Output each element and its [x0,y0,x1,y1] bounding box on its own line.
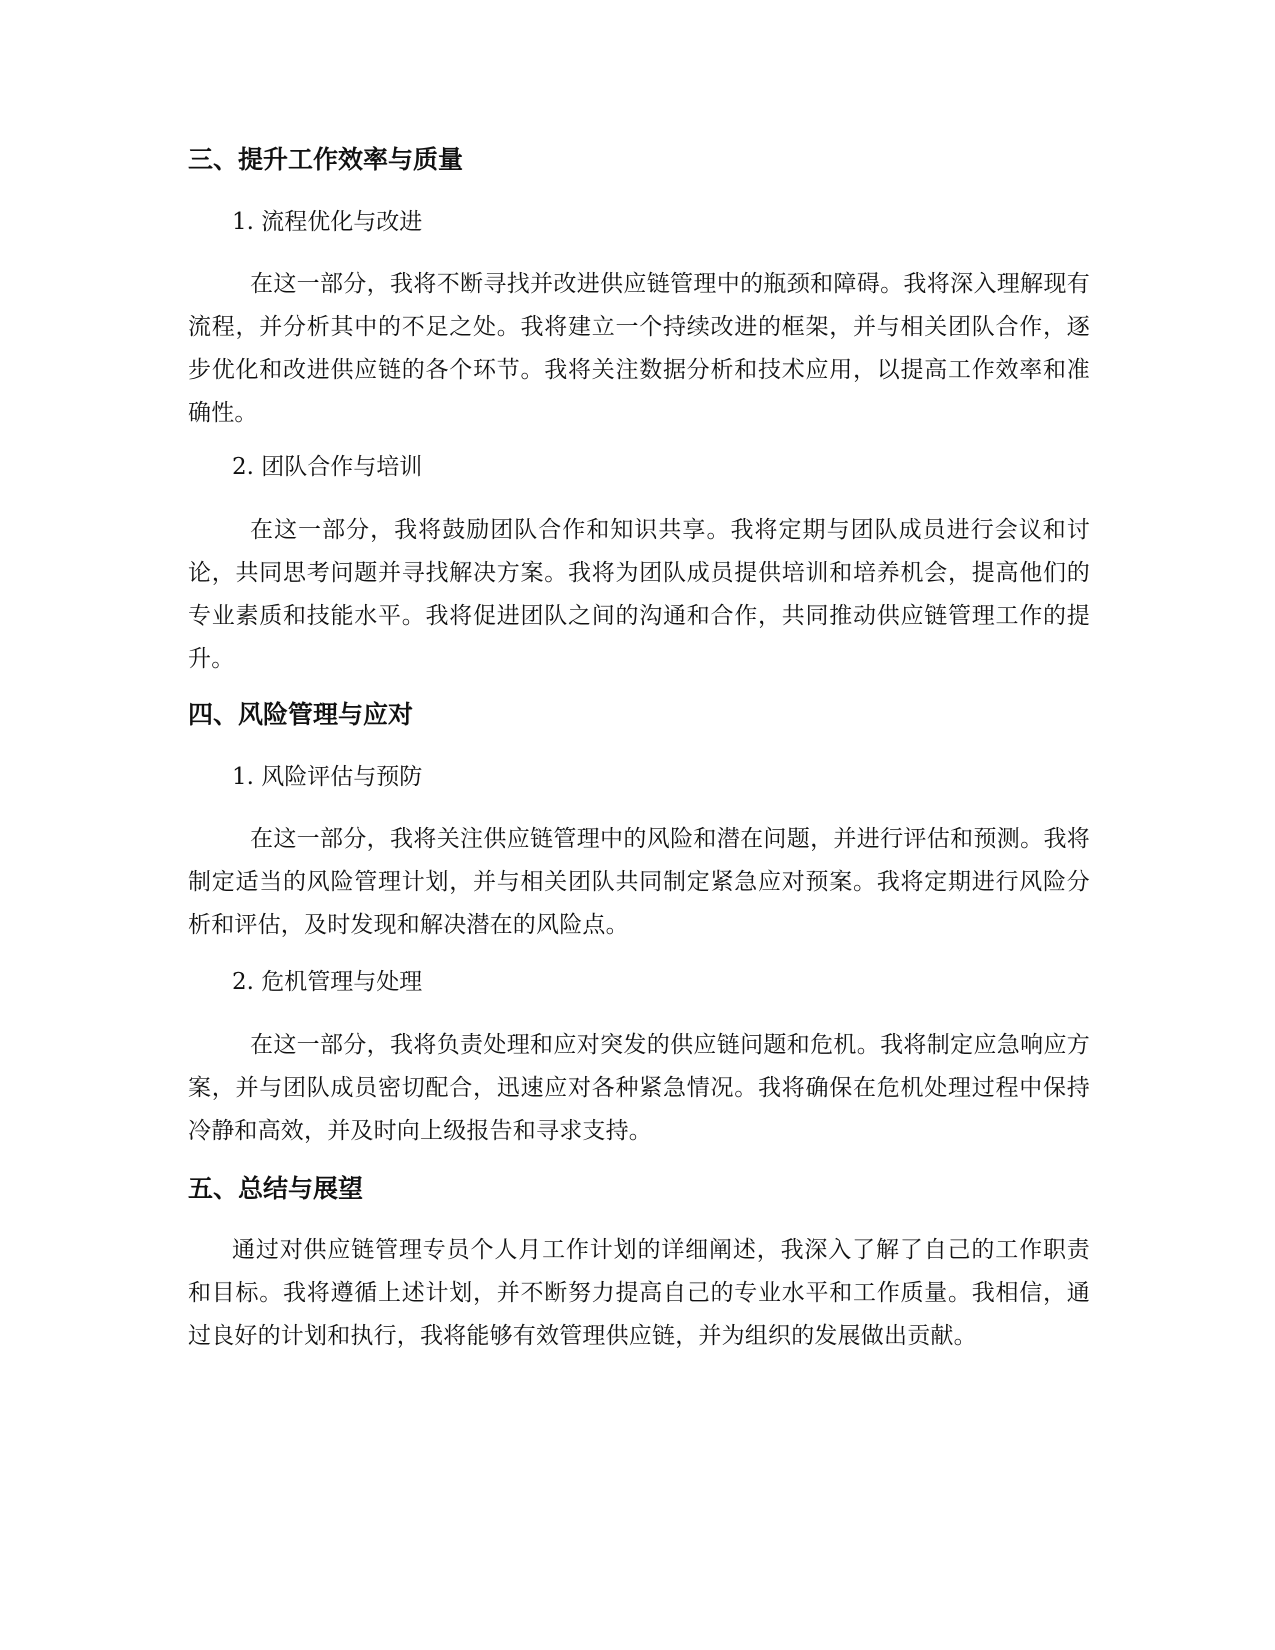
section-4-item-1-paragraph: 在这一部分，我将关注供应链管理中的风险和潜在问题，并进行评估和预测。我将制定适当的风险管理计划，并与相关团队共同制定紧急应对预案。我将定期进行风险分析和评估，及时发现和解决潜在的风险点。 [188,826,1090,938]
section-4-item-1-label: 1. 风险评估与预防 [232,764,423,790]
section-4-item-2-label: 2. 危机管理与处理 [232,969,423,995]
section-4-heading: 四、风险管理与应对 [188,700,414,729]
section-3-heading: 三、提升工作效率与质量 [188,145,464,174]
section-5-heading: 五、总结与展望 [188,1174,364,1203]
section-3-item-1-label: 1. 流程优化与改进 [232,209,423,235]
section-5-paragraph: 通过对供应链管理专员个人月工作计划的详细阐述，我深入了解了自己的工作职责和目标。我将遵循上述计划，并不断努力提高自己的专业水平和工作质量。我相信，通过良好的计划和执行，我将能够有效管理供应链，并为组织的发展做出贡献。 [188,1237,1090,1349]
section-4-item-2-paragraph: 在这一部分，我将负责处理和应对突发的供应链问题和危机。我将制定应急响应方案，并与团队成员密切配合，迅速应对各种紧急情况。我将确保在危机处理过程中保持冷静和高效，并及时向上级报告和寻求支持。 [188,1032,1090,1144]
section-3-item-2-paragraph: 在这一部分，我将鼓励团队合作和知识共享。我将定期与团队成员进行会议和讨论，共同思考问题并寻找解决方案。我将为团队成员提供培训和培养机会，提高他们的专业素质和技能水平。我将促进团队之间的沟通和合作，共同推动供应链管理工作的提升。 [188,517,1090,672]
section-3-item-2-label: 2. 团队合作与培训 [232,454,423,480]
section-3-item-1-paragraph: 在这一部分，我将不断寻找并改进供应链管理中的瓶颈和障碍。我将深入理解现有流程，并分析其中的不足之处。我将建立一个持续改进的框架，并与相关团队合作，逐步优化和改进供应链的各个环节。我将关注数据分析和技术应用，以提高工作效率和准确性。 [188,271,1090,426]
